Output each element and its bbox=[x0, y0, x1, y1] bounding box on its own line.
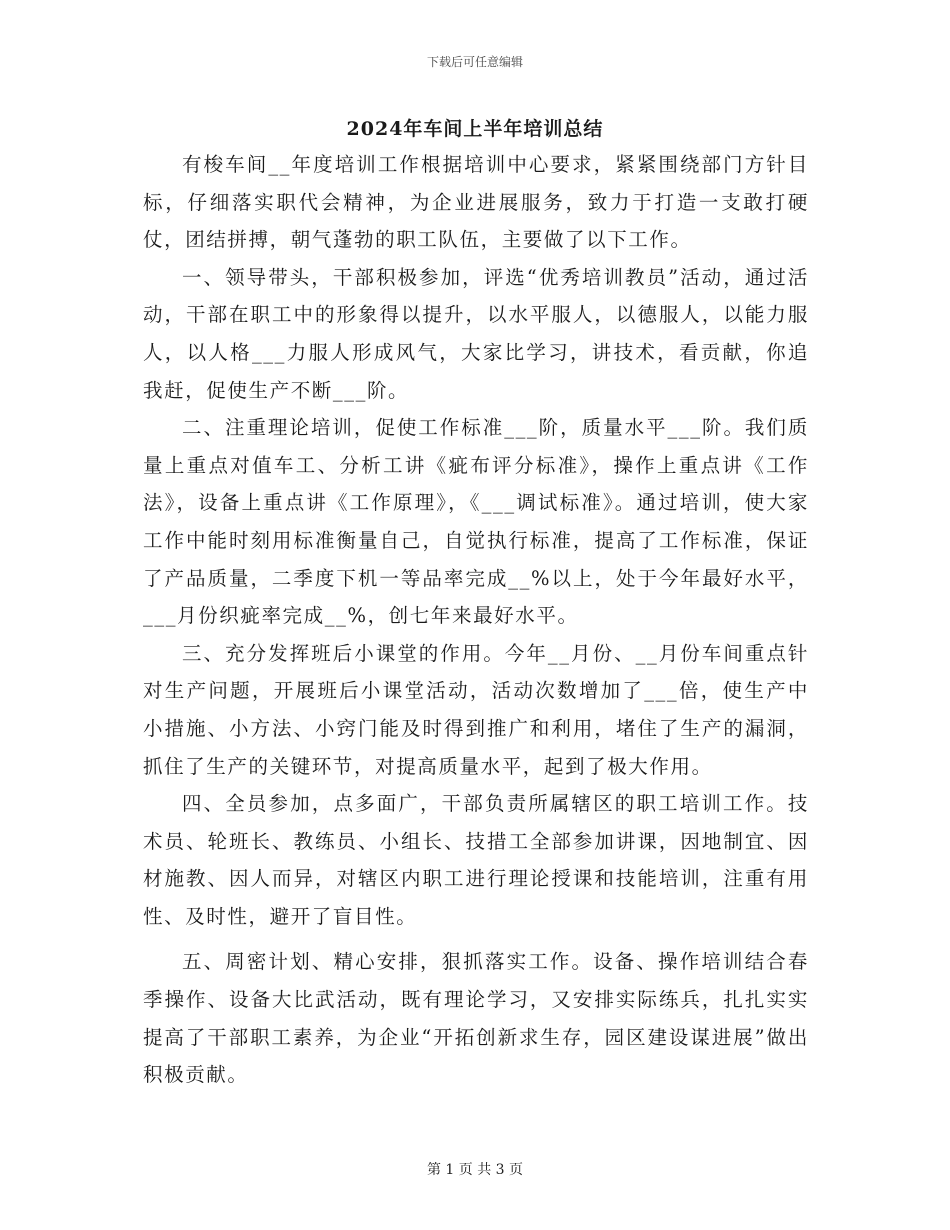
paragraph-item-4: 四、全员参加，点多面广，干部负责所属辖区的职工培训工作。技术员、轮班长、教练员、小组长、技措工全部参加讲课，因地制宜、因材施教、因人而异，对辖区内职工进行理论授课和技能培训，注重有用性、及时性，避开了盲目性。 bbox=[143, 792, 809, 928]
document-title: 2024年车间上半年培训总结 bbox=[346, 118, 604, 140]
paragraph-item-5: 五、周密计划、精心安排，狠抓落实工作。设备、操作培训结合春季操作、设备大比武活动，既有理论学习，又安排实际练兵，扎扎实实提高了干部职工素养，为企业“开拓创新求生存，园区建设谋进展”做出积极贡献。 bbox=[143, 950, 809, 1087]
paragraph-item-2: 二、注重理论培训，促使工作标准___阶，质量水平___阶。我们质量上重点对值车工、分析工讲《疵布评分标准》，操作上重点讲《工作法》，设备上重点讲《工作原理》，《___调试标准》。通过培训，使大家工作中能时刻用标准衡量自己，自觉执行标准，提高了工作标准，保证了产品质量，二季度下机一等品率完成__%以上，处于今年最好水平，___月份织疵率完成__%，创七年来最好水平。 bbox=[143, 416, 809, 628]
header-note: 下载后可任意编辑 bbox=[426, 55, 523, 69]
paragraph-item-3: 三、充分发挥班后小课堂的作用。今年__月份、__月份车间重点针对生产问题，开展班后小课堂活动，活动次数增加了___倍，使生产中小措施、小方法、小窍门能及时得到推广和利用，堵住了生产的漏洞，抓住了生产的关键环节，对提高质量水平，起到了极大作用。 bbox=[143, 641, 809, 778]
paragraph-intro: 有梭车间__年度培训工作根据培训中心要求，紧紧围绕部门方针目标，仔细落实职代会精神，为企业进展服务，致力于打造一支敢打硬仗，团结拼搏，朝气蓬勃的职工队伍，主要做了以下工作。 bbox=[143, 153, 809, 252]
paragraph-item-1: 一、领导带头，干部积极参加，评选“优秀培训教员”活动，通过活动，干部在职工中的形象得以提升，以水平服人，以德服人，以能力服人，以人格___力服人形成风气，大家比学习，讲技术，看贡献，你追我赶，促使生产不断___阶。 bbox=[143, 265, 809, 402]
document-body bbox=[143, 146, 809, 1094]
page-number: 第 1 页 共 3 页 bbox=[426, 1162, 524, 1178]
